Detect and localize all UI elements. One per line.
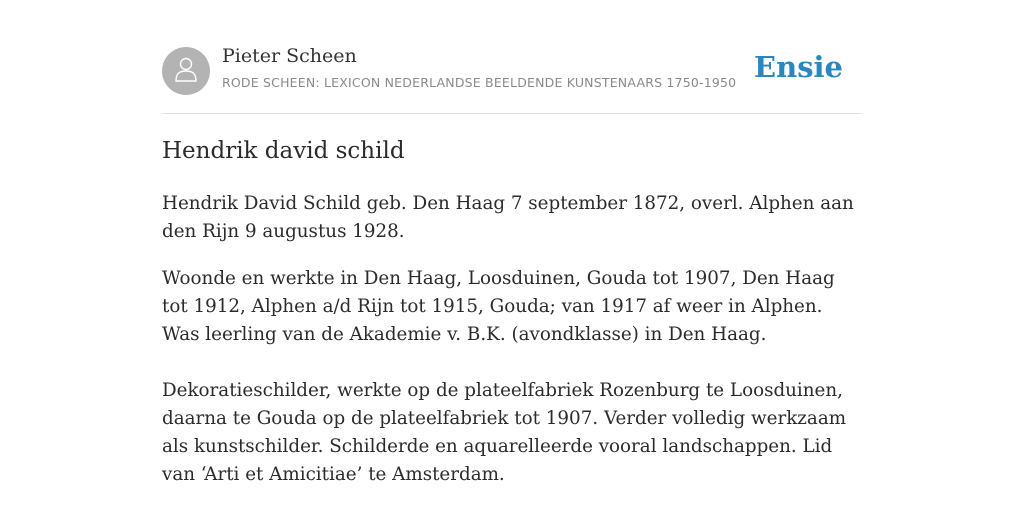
article-card — [162, 40, 862, 485]
article-body — [162, 190, 862, 489]
paragraph: Dekoratieschilder, werkte op de plateelfabriek Rozenburg te Loosduinen, daarna te Gouda op de plateelfabriek tot 1907. Verder volledig werkzaam als kunstschilder. Schilderde en aquarelleerde vooral landschappen. Lid van ‘Arti et Amicitiae’ te Amsterdam. — [162, 380, 847, 485]
author-name[interactable]: Pieter Scheen — [222, 45, 357, 67]
brand-logo[interactable]: Ensie — [754, 50, 843, 84]
source-label[interactable]: RODE SCHEEN: LEXICON NEDERLANDSE BEELDENDE KUNSTENAARS 1750-1950 — [222, 75, 737, 90]
user-icon — [172, 55, 200, 88]
author-avatar[interactable] — [162, 47, 210, 95]
paragraph: Hendrik David Schild geb. Den Haag 7 september 1872, overl. Alphen aan den Rijn 9 augustus 1928. — [162, 193, 854, 242]
article-title: Hendrik david schild — [162, 138, 405, 164]
paragraph: Woonde en werkte in Den Haag, Loosduinen, Gouda tot 1907, Den Haag tot 1912, Alphen a/d Rijn tot 1915, Gouda; van 1917 af weer in Alphen. Was leerling van de Akademie v. B.K. (avondklasse) in Den Haag. — [162, 268, 835, 345]
article-header — [162, 40, 862, 114]
